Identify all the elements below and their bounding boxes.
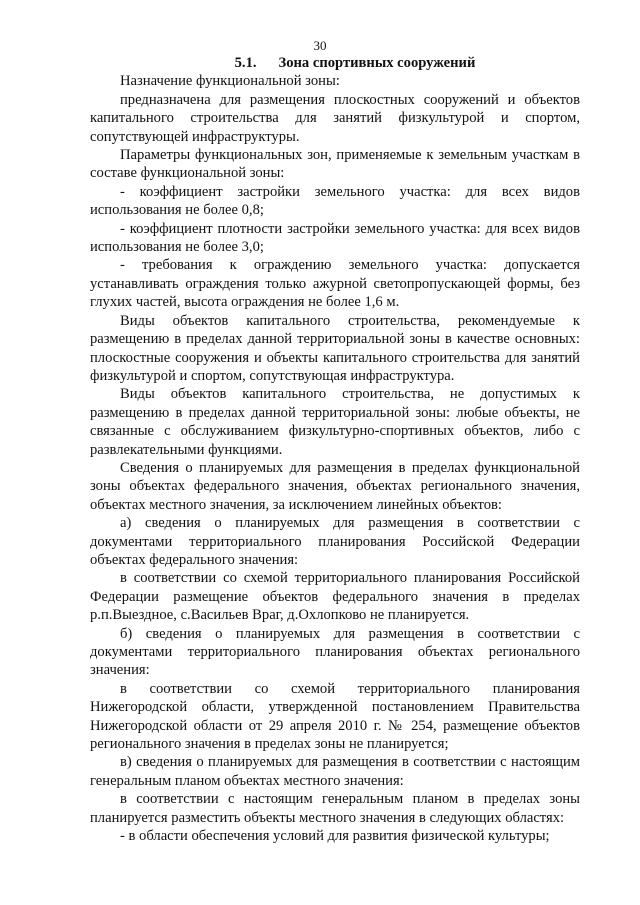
paragraph: в соответствии со схемой территориального планирования Российской Федерации размещение объектов федерального значения в пределах р.п.Выездное, с.Васильев Враг, д.Охлопково не планируется. bbox=[90, 570, 580, 624]
section-title: Зона спортивных сооружений bbox=[278, 55, 476, 71]
document-body bbox=[90, 54, 580, 845]
paragraph: в) сведения о планируемых для размещения в соответствии с настоящим генеральным планом объектах местного значения: bbox=[90, 754, 580, 789]
paragraph: - в области обеспечения условий для развития физической культуры; bbox=[120, 828, 550, 845]
section-heading bbox=[90, 54, 580, 72]
paragraph: - требования к ограждению земельного участка: допускается устанавливать ограждения только ажурной светопропускающей формы, без глухих частей, высота ограждения не более 1,6 м. bbox=[90, 257, 580, 311]
paragraph: а) сведения о планируемых для размещения в соответствии с документами территориального планирования Российской Федерации объектах федерального значения: bbox=[90, 515, 580, 568]
paragraph: Назначение функциональной зоны: bbox=[120, 73, 340, 90]
paragraph: в соответствии со схемой территориального планирования Нижегородской области, утвержденной постановлением Правительства Нижегородской области от 29 апреля 2010 г. № 254, размещение объектов регионального значения в пределах зоны не планируется; bbox=[90, 680, 580, 753]
paragraph: Виды объектов капитального строительства, не допустимых к размещению в пределах данной территориальной зоны: любые объекты, не связанные с обслуживанием физкультурно-спортивных объектов, либо с развлекательными функциями. bbox=[90, 386, 580, 458]
paragraph: Виды объектов капитального строительства, рекомендуемые к размещению в пределах данной территориальной зоны в качестве основных: плоскостные сооружения и объекты капитального строительства для занятий физкультурой и спортом, сопутствующая инфраструктура. bbox=[90, 312, 580, 384]
paragraph: Сведения о планируемых для размещения в пределах функциональной зоны объектах федерального значения, объектах регионального значения, объектах местного значения, за исключением линейных объектов: bbox=[90, 459, 580, 513]
paragraph: в соответствии с настоящим генеральным планом в пределах зоны планируется разместить объекты местного значения в следующих областях: bbox=[90, 791, 580, 826]
page-number: 30 bbox=[313, 38, 327, 53]
paragraph: - коэффициент плотности застройки земельного участка: для всех видов использования не более 3,0; bbox=[90, 220, 580, 256]
paragraph: б) сведения о планируемых для размещения в соответствии с документами территориального планирования объектах регионального значения: bbox=[90, 625, 580, 679]
paragraph: Параметры функциональных зон, применяемые к земельным участкам в составе функциональной зоны: bbox=[90, 147, 580, 182]
paragraph: предназначена для размещения плоскостных сооружений и объектов капитального строительства для занятий физкультурой и спортом, сопутствующей инфраструктуры. bbox=[90, 91, 580, 145]
section-number: 5.1. bbox=[234, 55, 257, 71]
paragraph: - коэффициент застройки земельного участка: для всех видов использования не более 0,8; bbox=[90, 183, 580, 219]
